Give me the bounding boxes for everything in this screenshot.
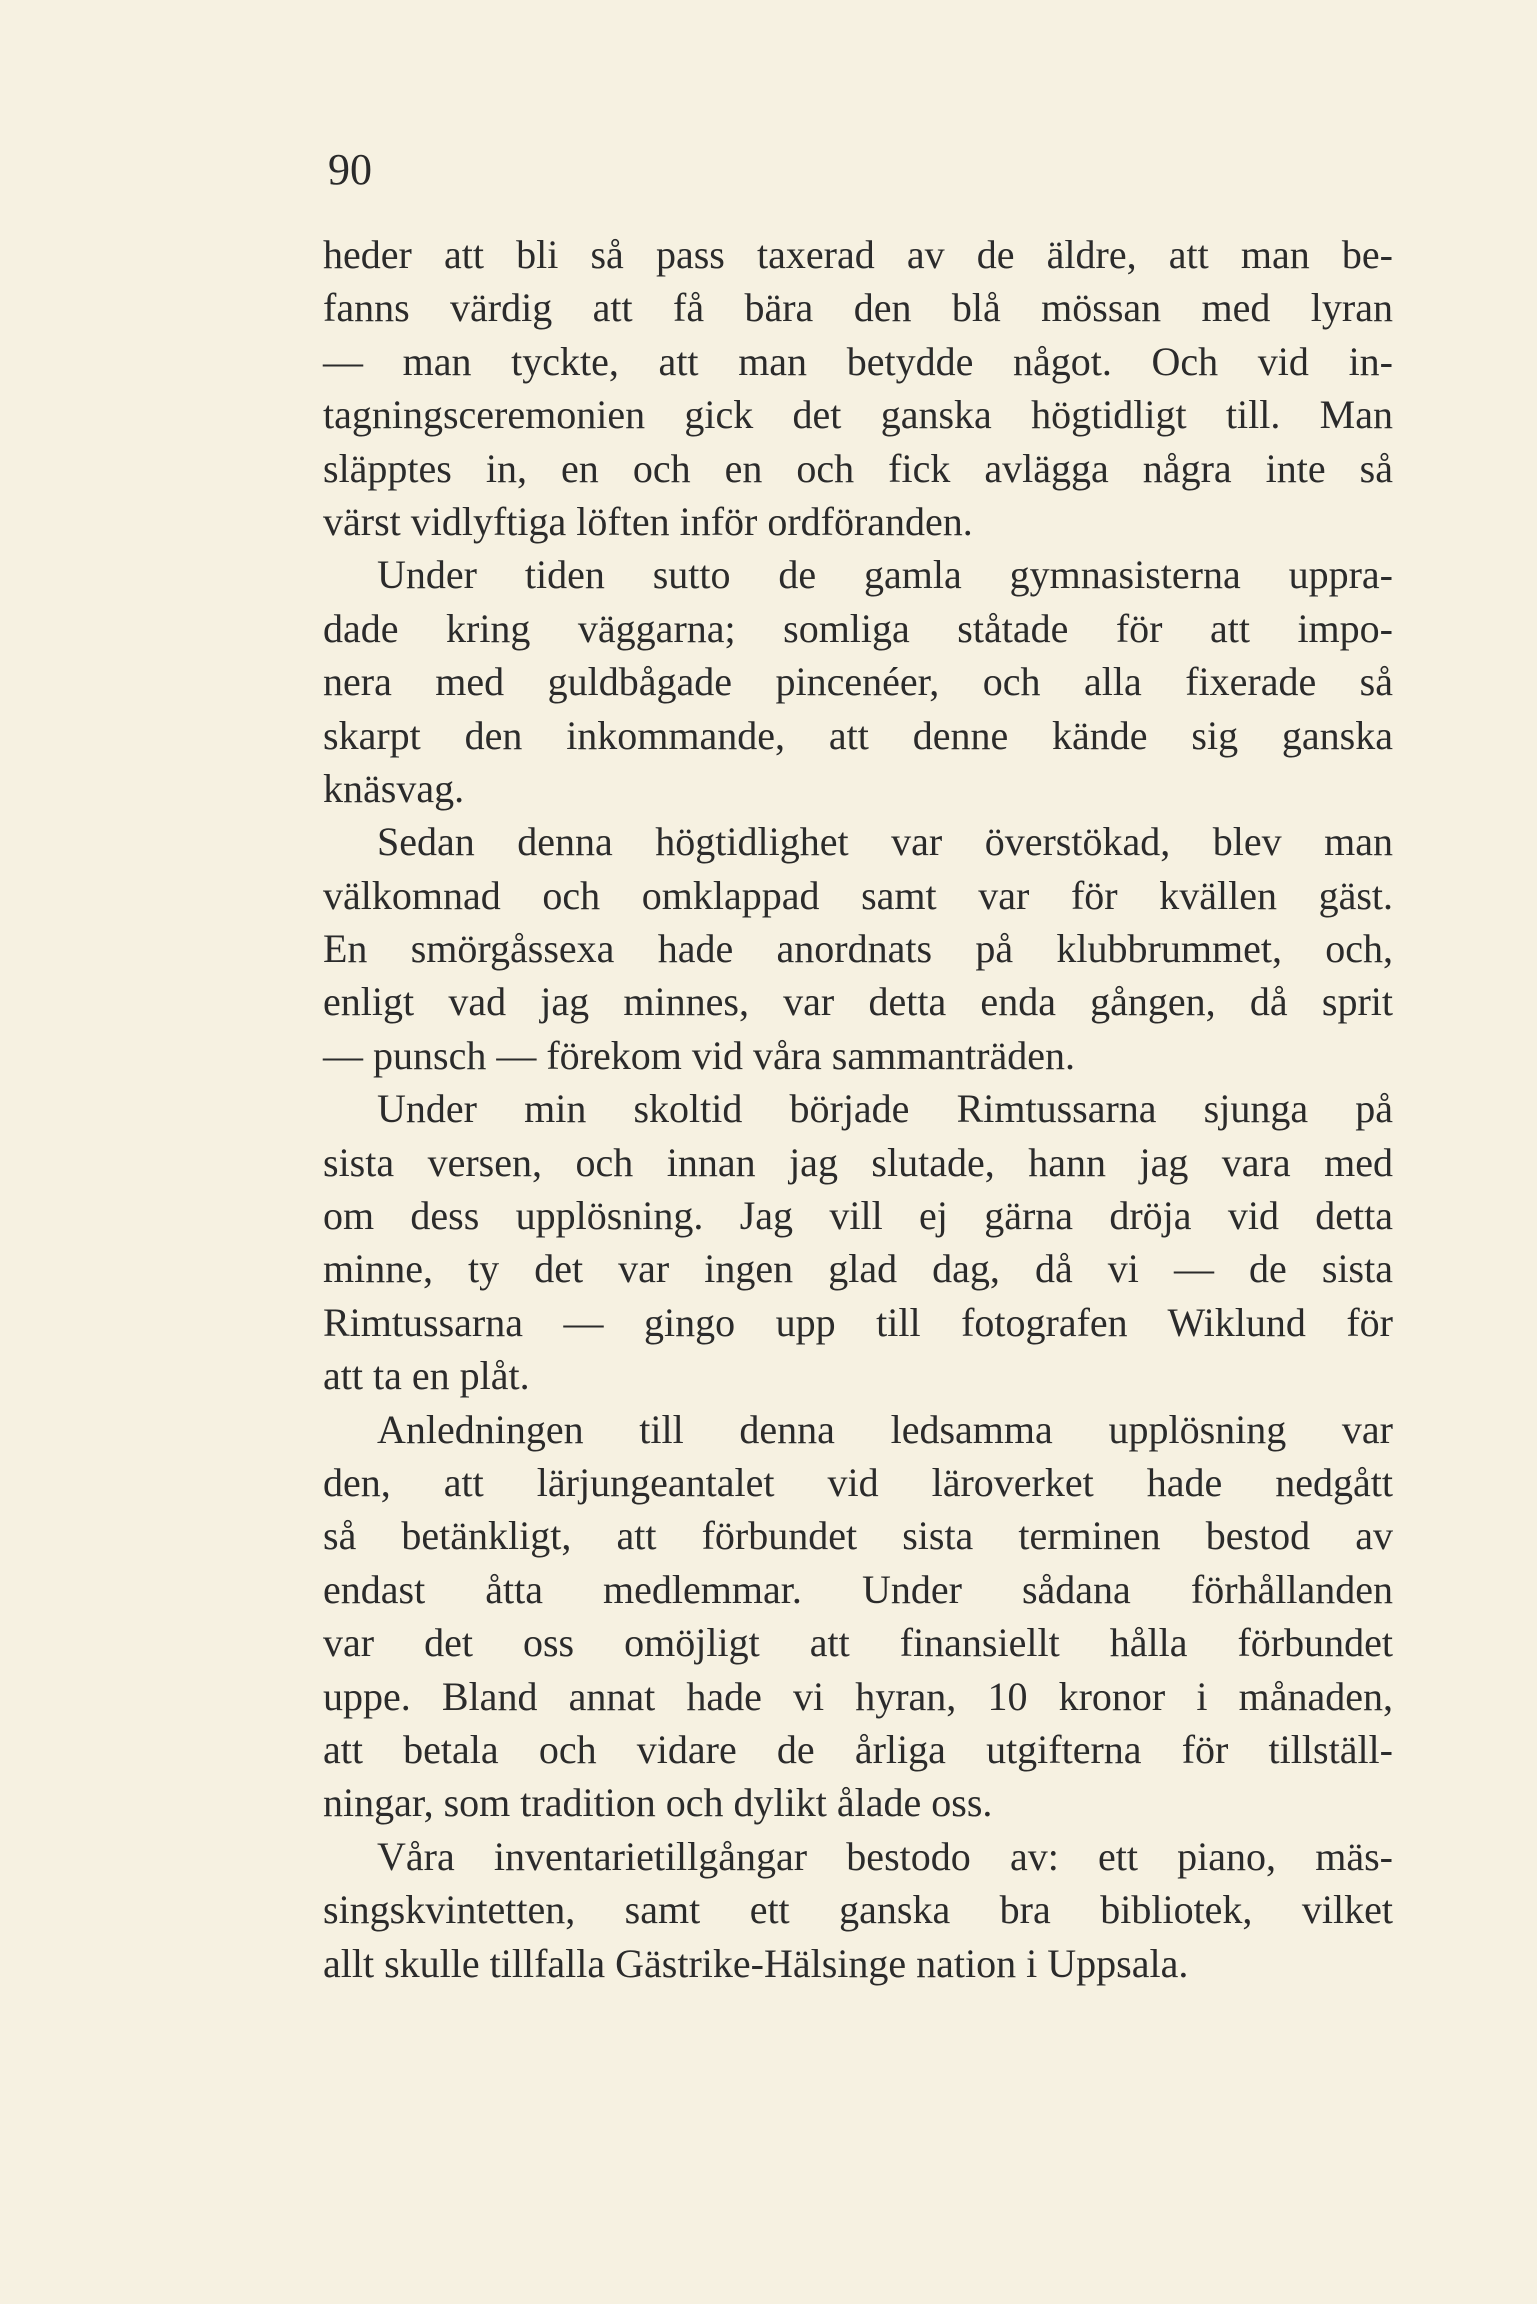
text-line: välkomnad och omklappad samt var för kvällen gäst. [323, 872, 1393, 918]
paragraph [323, 815, 1393, 1082]
text-line: knäsvag. [323, 765, 465, 811]
text-line: att betala och vidare de årliga utgifterna för tillställ- [323, 1726, 1393, 1772]
text-line: släpptes in, en och en och fick avlägga några inte så [323, 445, 1393, 491]
paragraph [323, 1082, 1393, 1402]
text-line: nera med guldbågade pincenéer, och alla fixerade så [323, 659, 1393, 705]
paragraph [323, 1403, 1393, 1830]
page-number: 90 [328, 145, 372, 194]
text-line: Sedan denna högtidlighet var överstökad, blev man [377, 819, 1393, 865]
text-line: fanns värdig att få bära den blå mössan med lyran [323, 285, 1393, 331]
text-line: minne, ty det var ingen glad dag, då vi — de sista [323, 1246, 1393, 1292]
text-line: Anledningen till denna ledsamma upplösning var [377, 1406, 1393, 1452]
text-line: enligt vad jag minnes, var detta enda gången, då sprit [323, 979, 1393, 1025]
text-line: — man tyckte, att man betydde något. Och vid in- [323, 338, 1393, 384]
text-line: dade kring väggarna; somliga ståtade för att impo- [323, 605, 1393, 651]
text-line: — punsch — förekom vid våra sammanträden. [323, 1032, 1076, 1078]
text-line: tagningsceremonien gick det ganska högtidligt till. Man [323, 392, 1393, 438]
text-line: skarpt den inkommande, att denne kände sig ganska [323, 712, 1393, 758]
text-line: att ta en plåt. [323, 1353, 530, 1399]
paragraph [323, 548, 1393, 815]
body-text [323, 228, 1393, 1990]
text-line: Under min skoltid började Rimtussarna sjunga på [377, 1086, 1393, 1132]
text-line: var det oss omöjligt att finansiellt hålla förbundet [323, 1620, 1393, 1666]
text-line: den, att lärjungeantalet vid läroverket hade nedgått [323, 1459, 1393, 1505]
text-line: Rimtussarna — gingo upp till fotografen Wiklund för [323, 1299, 1393, 1345]
text-line: endast åtta medlemmar. Under sådana förhållanden [323, 1566, 1393, 1612]
text-line: värst vidlyftiga löften inför ordföranden. [323, 498, 973, 544]
text-line: heder att bli så pass taxerad av de äldre, att man be- [323, 232, 1393, 277]
text-line: En smörgåssexa hade anordnats på klubbrummet, och, [323, 926, 1393, 972]
text-line: sista versen, och innan jag slutade, hann jag vara med [323, 1139, 1393, 1185]
text-line: Under tiden sutto de gamla gymnasisterna uppra- [377, 552, 1393, 598]
text-line: om dess upplösning. Jag vill ej gärna dröja vid detta [323, 1193, 1393, 1239]
paragraph [323, 228, 1393, 548]
text-line: så betänkligt, att förbundet sista terminen bestod av [323, 1513, 1393, 1559]
text-line: singskvintetten, samt ett ganska bra bibliotek, vilket [323, 1887, 1393, 1933]
text-line: uppe. Bland annat hade vi hyran, 10 kronor i månaden, [323, 1673, 1393, 1719]
text-line: ningar, som tradition och dylikt ålade oss. [323, 1780, 993, 1826]
paragraph [323, 1830, 1393, 1990]
text-line: allt skulle tillfalla Gästrike-Hälsinge nation i Uppsala. [323, 1940, 1189, 1986]
text-line: Våra inventarietillgångar bestodo av: ett piano, mäs- [377, 1833, 1393, 1879]
